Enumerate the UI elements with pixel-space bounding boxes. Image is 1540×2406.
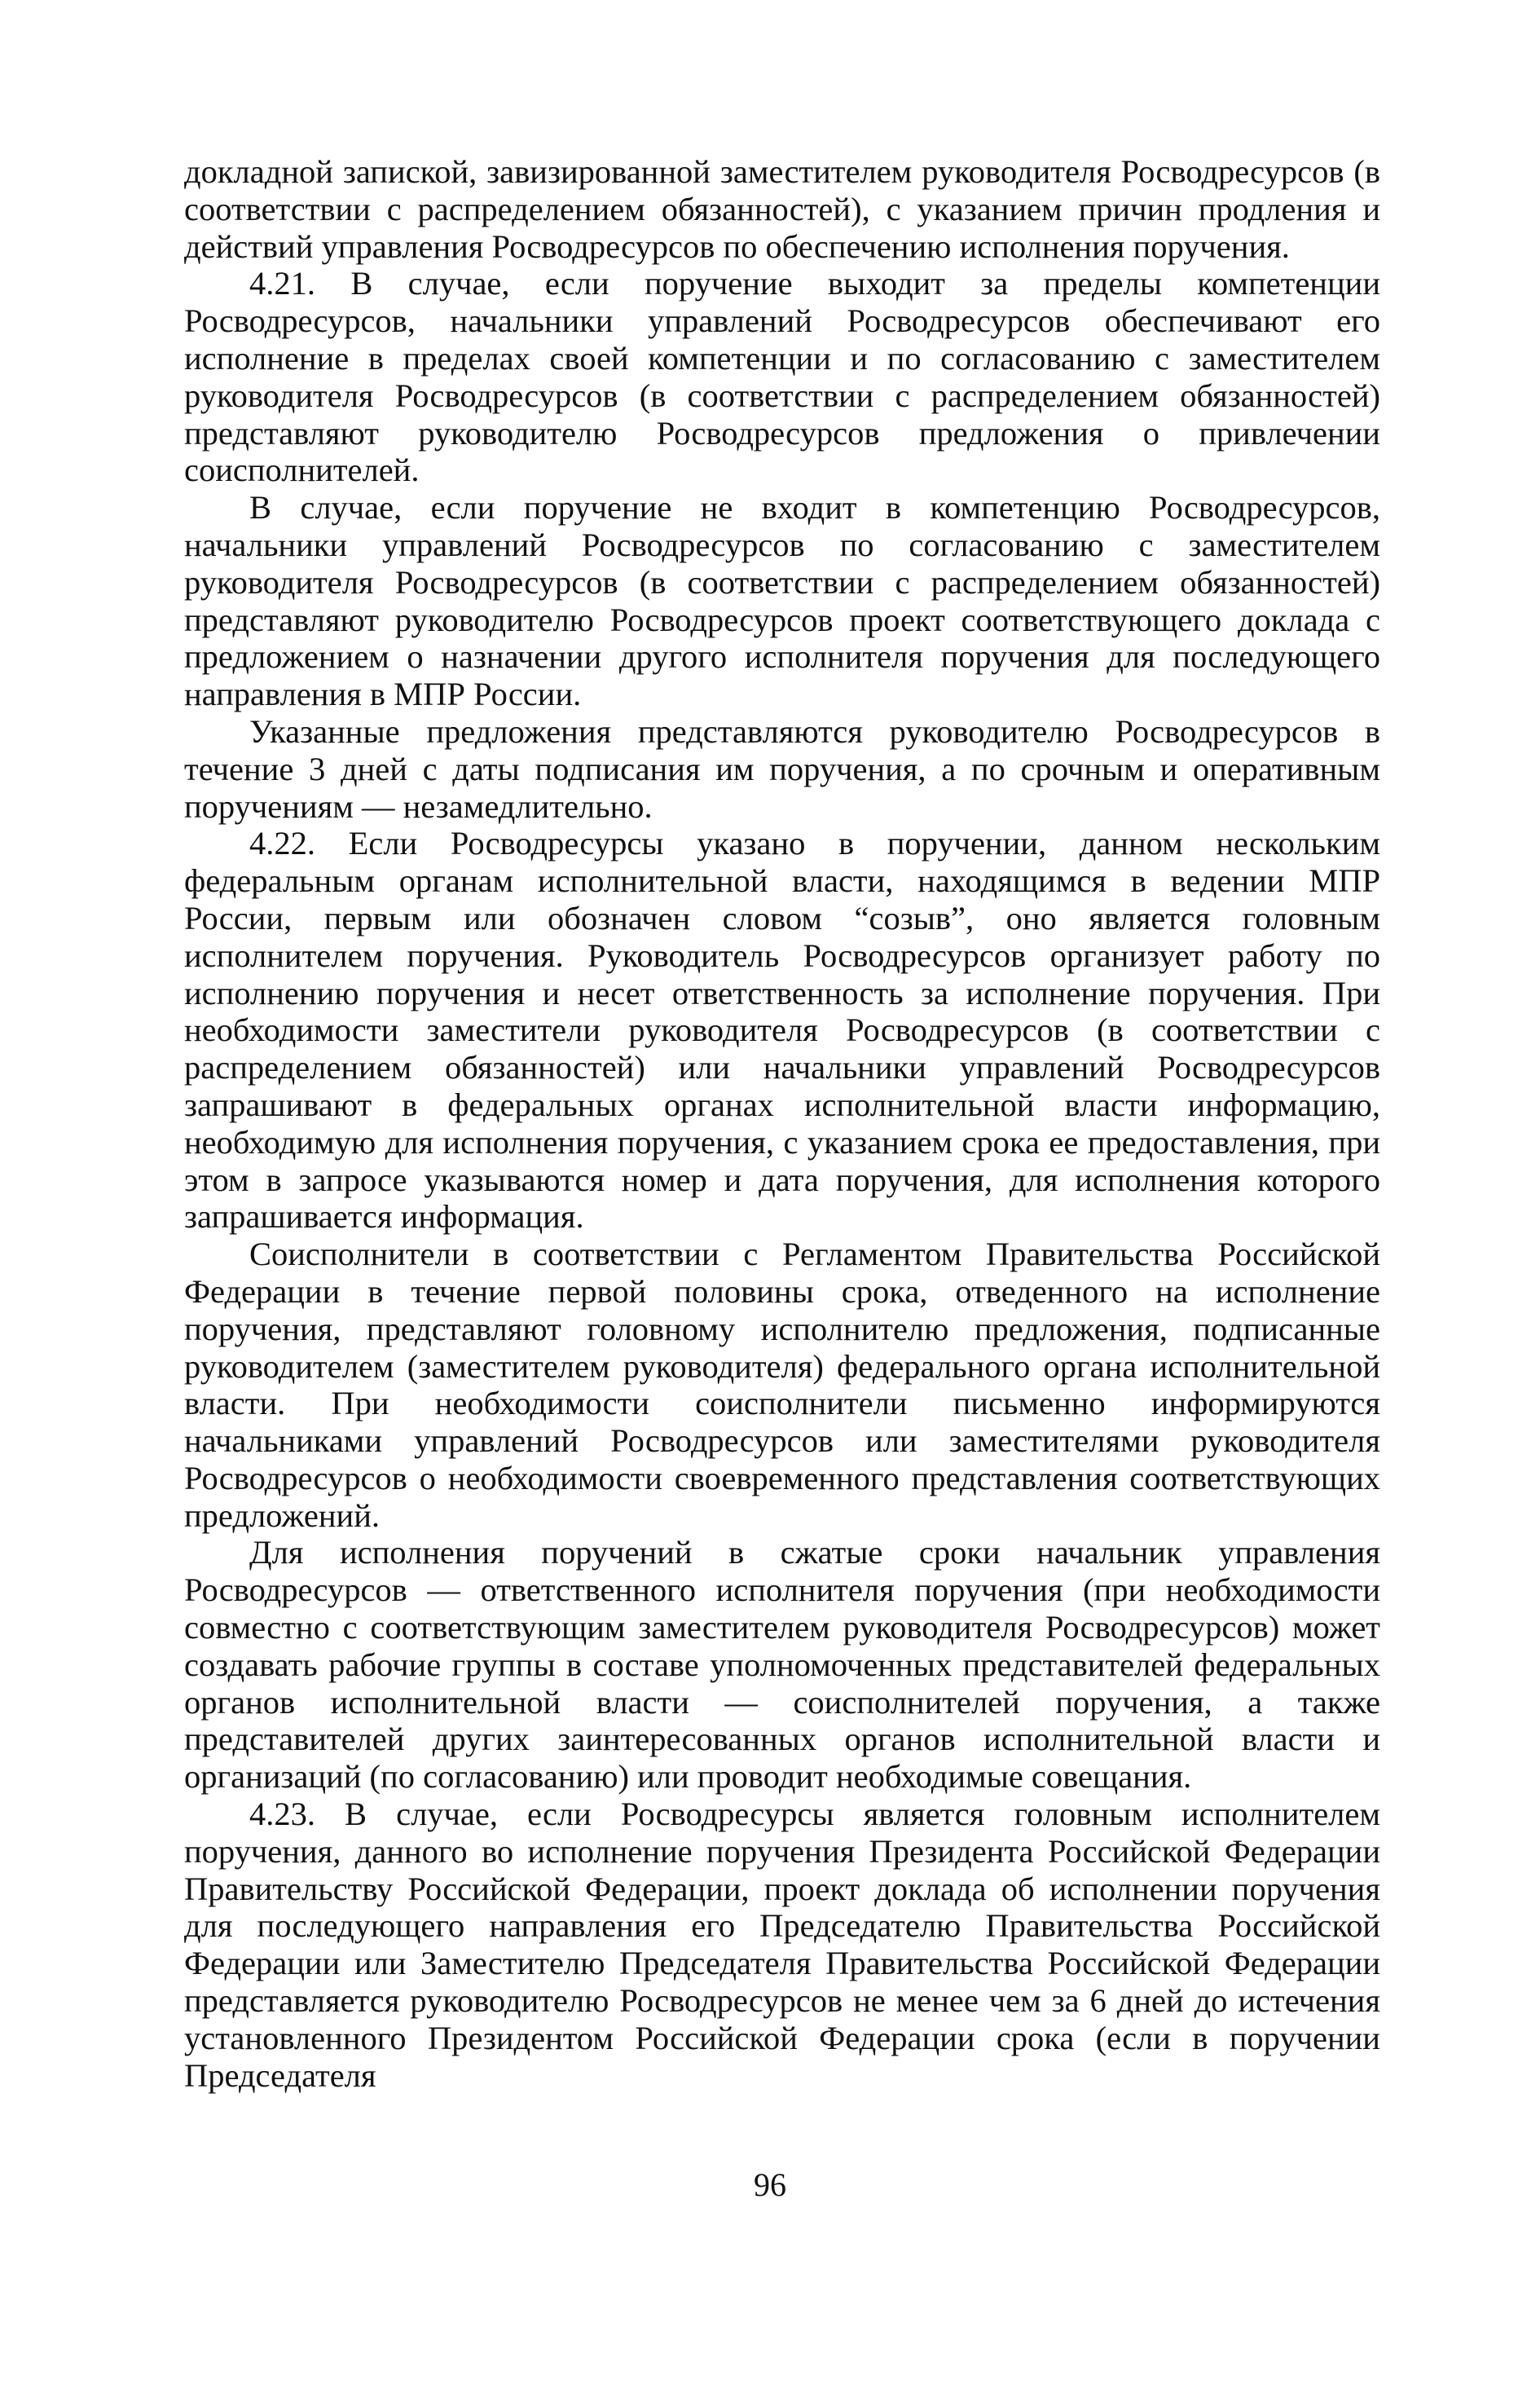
paragraph-proposals-deadline: Указанные предложения представляются руководителю Росводресурсов в течение 3 дней с даты подписания им поручения, а по срочным и оперативным поручениям — незамедлительно. bbox=[184, 712, 1380, 825]
page-number: 96 bbox=[754, 2166, 786, 2203]
paragraph-4-22: 4.22. Если Росводресурсы указано в поручении, данном нескольким федеральным органам исполнительной власти, находящимся в ведении МПР России, первым или обозначен словом “созыв”, оно является головным исполнителем поручения. Руководитель Росводресурсов организует работу по исполнению поручения и несет ответственность за исполнение поручения. При необходимости заместители руководителя Росводресурсов (в соответствии с распределением обязанностей) или начальники управлений Росводресурсов запрашивают в федеральных органах исполнительной власти информацию, необходимую для исполнения поручения, с указанием срока ее предоставления, при этом в запросе указываются номер и дата поручения, для исполнения которого запрашивается информация. bbox=[184, 825, 1380, 1236]
paragraph-4-23: 4.23. В случае, если Росводресурсы является головным исполнителем поручения, данного во исполнение поручения Президента Российской Федерации Правительству Российской Федерации, проект доклада об исполнении поручения для последующего направления его Председателю Правительства Российской Федерации или Заместителю Председателя Правительства Российской Федерации представляется руководителю Росводресурсов не менее чем за 6 дней до истечения установленного Президентом Российской Федерации срока (если в поручении Председателя bbox=[184, 1796, 1380, 2094]
document-body bbox=[184, 153, 1380, 2094]
paragraph-co-executors: Соисполнители в соответствии с Регламентом Правительства Российской Федерации в течение первой половины срока, отведенного на исполнение поручения, представляют головному исполнителю предложения, подписанные руководителем (заместителем руководителя) федерального органа исполнительной власти. При необходимости соисполнители письменно информируются начальниками управлений Росводресурсов или заместителями руководителя Росводресурсов о необходимости своевременного представления соответствующих предложений. bbox=[184, 1236, 1380, 1534]
paragraph-4-21: 4.21. В случае, если поручение выходит за пределы компетенции Росводресурсов, начальники управлений Росводресурсов обеспечивают его исполнение в пределах своей компетенции и по согласованию с заместителем руководителя Росводресурсов (в соответствии с распределением обязанностей) представляют руководителю Росводресурсов предложения о привлечении соисполнителей. bbox=[184, 265, 1380, 489]
paragraph-not-competence: В случае, если поручение не входит в компетенцию Росводресурсов, начальники управлений Росводресурсов по согласованию с заместителем руководителя Росводресурсов (в соответствии с распределением обязанностей) представляют руководителю Росводресурсов проект соответствующего доклада с предложением о назначении другого исполнителя поручения для последующего направления в МПР России. bbox=[184, 489, 1380, 713]
paragraph-continuation: докладной запиской, завизированной заместителем руководителя Росводресурсов (в соответствии с распределением обязанностей), с указанием причин продления и действий управления Росводресурсов по обеспечению исполнения поручения. bbox=[184, 153, 1380, 265]
paragraph-working-groups: Для исполнения поручений в сжатые сроки начальник управления Росводресурсов — ответственного исполнителя поручения (при необходимости совместно с соответствующим заместителем руководителя Росводресурсов) может создавать рабочие группы в составе уполномоченных представителей федеральных органов исполнительной власти — соисполнителей поручения, а также представителей других заинтересованных органов исполнительной власти и организаций (по согласованию) или проводит необходимые совещания. bbox=[184, 1534, 1380, 1796]
